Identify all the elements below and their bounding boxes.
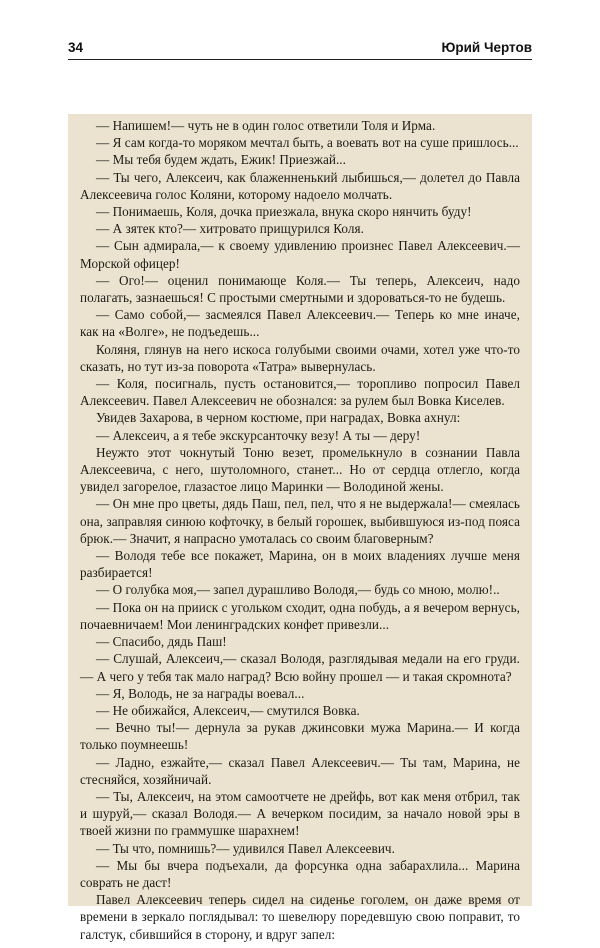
paragraph: — Коля, посигналь, пусть остановится,— торопливо попросил Павел Алексеевич. Павел Алексеевич не обознался: за рулем был Вовка Киселев.	[80, 376, 520, 409]
paragraph: — Спасибо, дядь Паш!	[96, 634, 227, 650]
page-number: 34	[68, 40, 84, 55]
paragraph: — Володя тебе все покажет, Марина, он в моих владениях лучше меня разбирается!	[80, 548, 520, 581]
paragraph: — Ты, Алексеич, на этом самоотчете не дрейфь, вот как меня отбрил, так и шуруй,— сказал Володя.— А вечерком посидим, за начало новой эры в твоей жизни по граммушке шарахнем!	[80, 788, 520, 839]
paragraph: — Слушай, Алексеич,— сказал Володя, разглядывая медали на его груди.— А чего у тебя так мало наград? Всю войну прошел — и такая скромнота?	[80, 651, 520, 684]
paragraph: Коляня, глянув на него искоса голубыми своими очами, хотел уже что-то сказать, но тут из-за поворота «Татра» вывернулась.	[80, 341, 520, 374]
paragraph: — Сын адмирала,— к своему удивлению произнес Павел Алексеевич.— Морской офицер!	[80, 238, 520, 271]
paragraph: — Ты чего, Алексеич, как блаженненький лыбишься,— долетел до Павла Алексеевича голос Коляни, которому надоело молчать.	[80, 169, 520, 202]
header-rule	[68, 59, 532, 60]
paragraph: — Вечно ты!— дернула за рукав джинсовки мужа Марина.— И когда только поумнеешь!	[80, 720, 520, 753]
paragraph: — Ладно, езжайте,— сказал Павел Алексеевич.— Ты там, Марина, не стесняйся, хозяйничай.	[80, 754, 520, 787]
paragraph: Неужто этот чокнутый Тоню везет, промелькнуло в сознании Павла Алексеевича, с него, шутоломного, станет... Но от сердца отлегло, когда увидел загорелое, глазастое лицо Маринки — Володиной жены.	[80, 444, 520, 495]
paragraph: — Само собой,— засмеялся Павел Алексеевич.— Теперь ко мне иначе, как на «Волге», не подъедешь...	[80, 307, 520, 340]
running-title-author: Юрий Чертов	[441, 40, 532, 55]
paragraph: — Пока он на прииск с угольком сходит, одна побудь, а я вечером вернусь, почаевничаем! Мои ленинградских конфет привезли...	[80, 599, 520, 632]
paragraph: — О голубка моя,— запел дурашливо Володя,— будь со мною, молю!..	[96, 582, 500, 598]
paragraph: — Понимаешь, Коля, дочка приезжала, внука скоро нянчить буду!	[96, 204, 472, 220]
paragraph: — Алексеич, а я тебе экскурсанточку везу! А ты — деру!	[96, 427, 421, 443]
paragraph: — Он мне про цветы, дядь Паш, пел, пел, что я не выдержала!— смеялась она, заправляя синюю кофточку, в белый горошек, выбившуюся из-под пояса брюк.— Значит, я напрасно умоталась со своим благоверным?	[80, 496, 520, 546]
text-body	[80, 117, 520, 943]
paragraph: — Не обижайся, Алексеич,— смутился Вовка.	[96, 702, 360, 718]
paragraph: — Мы тебя будем ждать, Ежик! Приезжай...	[96, 152, 346, 168]
paragraph: — Напишем!— чуть не в один голос ответили Толя и Ирма.	[96, 118, 436, 133]
paragraph: — Мы бы вчера подъехали, да форсунка одна забарахлила... Марина соврать не даст!	[80, 857, 520, 890]
paragraph: — Ого!— оценил понимающе Коля.— Ты теперь, Алексеич, надо полагать, зазнаешься! С простыми смертными и здороваться-то не будешь.	[80, 272, 520, 306]
paragraph: — А зятек кто?— хитровато прищурился Коля.	[96, 221, 364, 237]
paragraph: — Я, Володь, не за награды воевал...	[96, 685, 305, 701]
paragraph: — Ты что, помнишь?— удивился Павел Алексеевич.	[96, 840, 395, 856]
paragraph: — Я сам когда-то моряком мечтал быть, а воевать вот на суше пришлось...	[96, 135, 519, 151]
paragraph: Увидев Захарова, в черном костюме, при наградах, Вовка ахнул:	[96, 410, 461, 426]
page-header	[68, 40, 532, 60]
paragraph: Павел Алексеевич теперь сидел на сиденье гоголем, он даже время от времени в зеркало поглядывал: то шевелюру поредевшую свою поправит, то галстук, сбившийся в сторону, и вдруг запел:	[80, 892, 520, 942]
